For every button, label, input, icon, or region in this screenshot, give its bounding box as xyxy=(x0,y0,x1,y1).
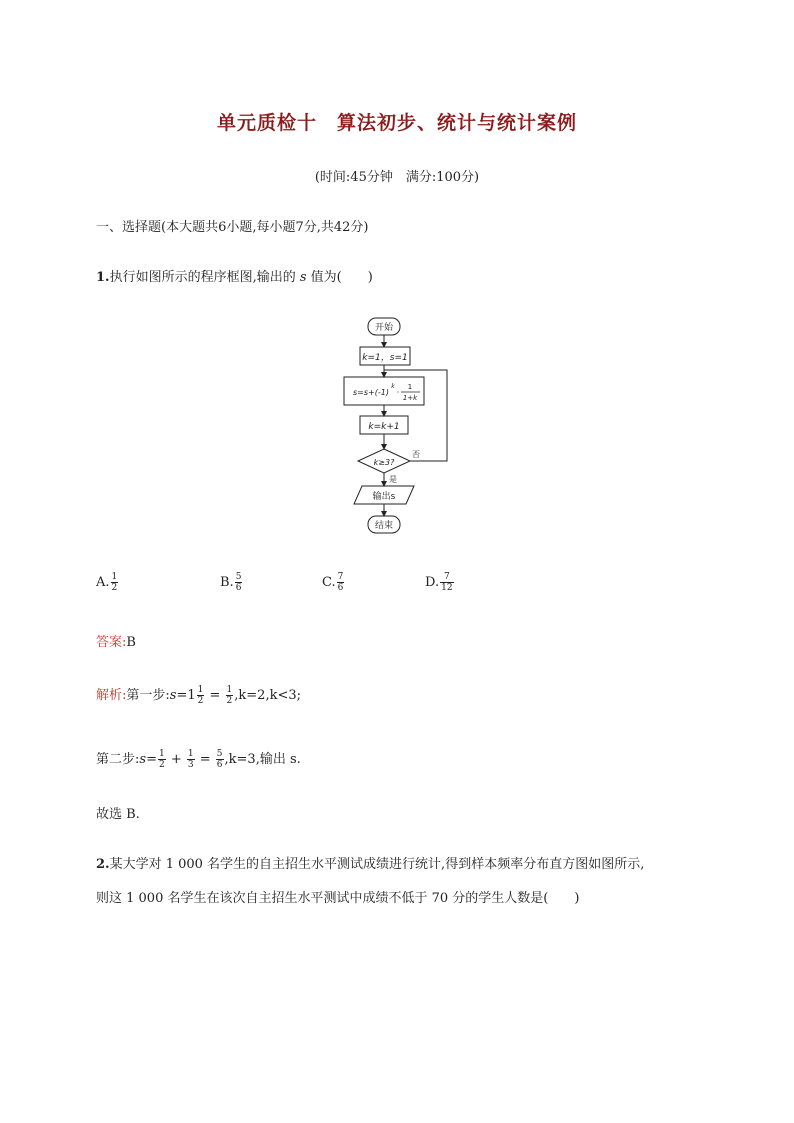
question-text: 执行如图所示的程序框图,输出的 xyxy=(109,270,296,285)
question-text: 某大学对 1 000 名学生的自主招生水平测试成绩进行统计,得到样本频率分布直方图如图所示, xyxy=(109,857,645,872)
var-s: s xyxy=(169,688,177,703)
option-label: A. xyxy=(96,575,110,590)
fraction: $\frac{1}{2}$ xyxy=(197,685,204,706)
question-var: s xyxy=(299,270,307,285)
no-label: 否 xyxy=(412,450,420,459)
step-rest: ,k=3,输出 s. xyxy=(224,752,301,767)
option-fraction: $\frac{7}{6}$ xyxy=(337,572,344,593)
option-fraction: $\frac{7}{12}$ xyxy=(441,572,453,593)
option-c[interactable] xyxy=(322,572,345,593)
yes-label: 是 xyxy=(389,475,397,484)
output-label: 输出s xyxy=(372,492,396,502)
init-label: k=1，s=1 xyxy=(362,353,408,363)
analysis-step-1 xyxy=(96,684,301,706)
fraction: $\frac{1}{2}$ xyxy=(226,685,233,706)
flowchart xyxy=(330,310,460,540)
exam-info: (时间:45分钟 满分:100分) xyxy=(314,170,480,185)
fraction: $\frac{1}{3}$ xyxy=(187,749,194,770)
update-exponent: k xyxy=(391,383,395,390)
question-2-line-1 xyxy=(96,853,644,872)
update-frac-den: 1+k xyxy=(402,394,418,402)
question-tail: 值为( ) xyxy=(310,270,373,285)
update-frac-num: 1 xyxy=(407,383,413,391)
answer xyxy=(96,631,136,650)
var-s: s xyxy=(139,752,147,767)
option-label: C. xyxy=(322,575,336,590)
conclusion: 故选 B. xyxy=(96,807,140,822)
step-rest: ,k=2,k<3; xyxy=(234,688,301,703)
answer-label: 答案: xyxy=(96,635,127,650)
equation-part: = xyxy=(146,752,157,767)
equation-part: =1 xyxy=(176,688,196,703)
option-d[interactable] xyxy=(425,572,455,593)
equals: = xyxy=(205,688,225,703)
plus: + xyxy=(166,752,186,767)
option-label: B. xyxy=(220,575,234,590)
analysis-label: 解析: xyxy=(96,688,127,703)
answer-value: B xyxy=(126,635,136,650)
option-a[interactable] xyxy=(96,572,119,593)
question-number: 2. xyxy=(96,857,110,872)
option-fraction: $\frac{1}{2}$ xyxy=(111,572,118,593)
increment-label: k=k+1 xyxy=(368,422,400,432)
update-label: s=s+(-1) xyxy=(353,388,389,397)
step-prefix: 第一步: xyxy=(126,688,170,703)
section-heading: 一、选择题(本大题共6小题,每小题7分,共42分) xyxy=(96,220,369,235)
update-dot: · xyxy=(396,388,400,397)
fraction: $\frac{5}{6}$ xyxy=(216,749,223,770)
fraction: $\frac{1}{2}$ xyxy=(158,749,165,770)
end-label: 结束 xyxy=(374,521,394,531)
analysis-step-2 xyxy=(96,748,301,770)
question-number: 1. xyxy=(96,270,110,285)
page-title: 单元质检十 算法初步、统计与统计案例 xyxy=(216,112,577,134)
option-fraction: $\frac{5}{6}$ xyxy=(235,572,242,593)
option-b[interactable] xyxy=(220,572,243,593)
question-1 xyxy=(96,266,373,285)
condition-label: k≥3? xyxy=(373,458,395,467)
question-2-line-2: 则这 1 000 名学生在该次自主招生水平测试中成绩不低于 70 分的学生人数是( ) xyxy=(96,891,580,906)
start-label: 开始 xyxy=(374,323,394,333)
step-prefix: 第二步: xyxy=(96,752,140,767)
option-label: D. xyxy=(425,575,440,590)
equals: = xyxy=(195,752,215,767)
